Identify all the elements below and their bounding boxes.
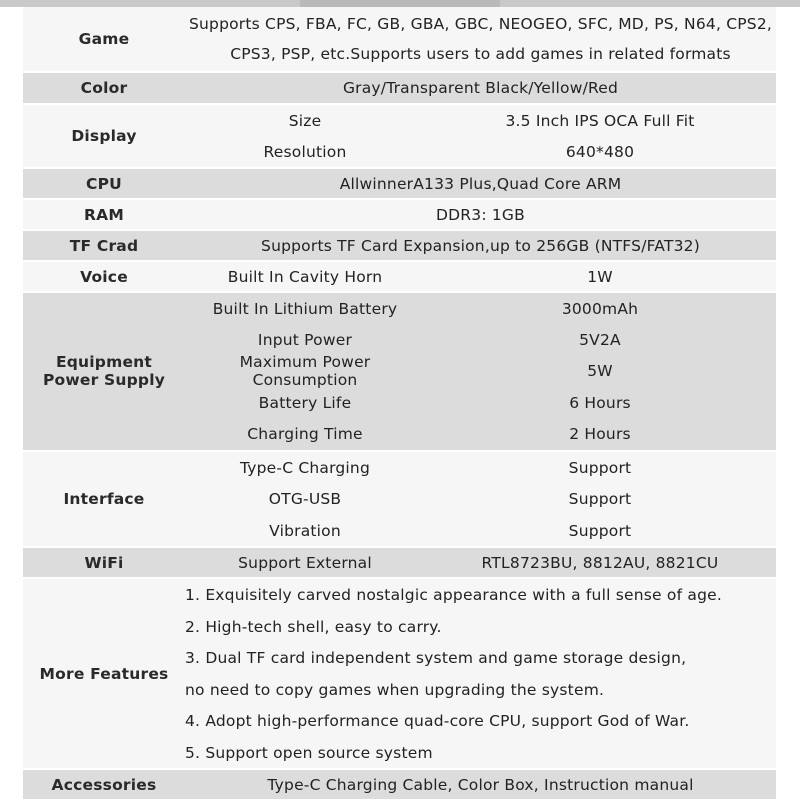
spec-key: Resolution [263,142,347,161]
header-tab [300,0,500,7]
spec-value: 3.5 Inch IPS OCA Full Fit [505,111,695,130]
row-power [23,292,776,451]
row-label: TF Crad [23,230,185,261]
game-line: Supports CPS, FBA, FC, GB, GBA, GBC, NEOGEO, SFC, MD, PS, N64, CPS2, [188,15,773,33]
spec-key: Maximum Power Consumption [239,353,371,390]
feature-line: 5. Support open source system [185,743,433,762]
spec-value: Support [568,490,632,509]
row-label: CPU [23,168,185,199]
spec-table [23,7,776,801]
row-value: Gray/Transparent Black/Yellow/Red [185,72,776,104]
row-value: Supports TF Card Expansion,up to 256GB (NTFS/FAT32) [185,230,776,261]
row-tf [23,230,776,261]
spec-key: Support External [238,553,372,572]
row-label-line: Equipment [55,353,153,372]
row-cpu [23,168,776,199]
spec-key: Built In Lithium Battery [212,299,398,318]
spec-value: 5W [587,362,613,381]
row-label: Display [23,104,185,168]
row-ram [23,199,776,230]
spec-key: Type-C Charging [240,458,370,477]
feature-line: 3. Dual TF card independent system and game storage design, [185,649,687,668]
row-value [185,104,776,168]
spec-key: Built In Cavity Horn [227,267,383,286]
spec-key: OTG-USB [268,490,342,509]
spec-value: 5V2A [579,331,621,350]
row-display [23,104,776,168]
spec-value: 1W [587,267,613,286]
row-wifi [23,547,776,578]
row-accessories [23,769,776,800]
row-label: RAM [23,199,185,230]
spec-value: 2 Hours [569,425,631,444]
row-voice [23,261,776,292]
row-label: More Features [23,578,185,769]
row-features [23,578,776,769]
spec-key: Input Power [257,331,353,350]
feature-line: 4. Adopt high-performance quad-core CPU, support God of War. [185,712,690,731]
row-value: AllwinnerA133 Plus,Quad Core ARM [185,168,776,199]
row-value [185,7,776,72]
row-label: Interface [23,451,185,548]
row-label-line: Power Supply [42,371,166,390]
row-value [185,292,776,451]
feature-line: 2. High-tech shell, easy to carry. [185,617,442,636]
spec-key: Charging Time [247,425,363,444]
spec-value: RTL8723BU, 8812AU, 8821CU [481,553,719,572]
row-value [185,451,776,548]
row-label: Voice [23,261,185,292]
row-label [23,292,185,451]
spec-key: Battery Life [258,393,352,412]
row-value [185,578,776,769]
spec-value: 6 Hours [569,393,631,412]
row-value: Type-C Charging Cable, Color Box, Instruction manual [185,769,776,800]
row-value [185,261,776,292]
spec-value: 640*480 [565,142,635,161]
feature-line: 1. Exquisitely carved nostalgic appearance with a full sense of age. [185,586,722,605]
spec-value: 3000mAh [561,299,639,318]
row-color [23,72,776,104]
header-strip [0,0,800,7]
row-label: WiFi [23,547,185,578]
row-value: DDR3: 1GB [185,199,776,230]
spec-value: Support [568,521,632,540]
feature-line: no need to copy games when upgrading the system. [185,680,605,699]
spec-key: Size [288,111,322,130]
spec-value: Support [568,458,632,477]
row-label: Game [23,7,185,72]
row-value [185,547,776,578]
row-interface [23,451,776,548]
row-game [23,7,776,72]
row-label: Color [23,72,185,104]
spec-key: Vibration [269,521,341,540]
row-label: Accessories [23,769,185,800]
game-line: CPS3, PSP, etc.Supports users to add games in related formats [230,45,731,63]
